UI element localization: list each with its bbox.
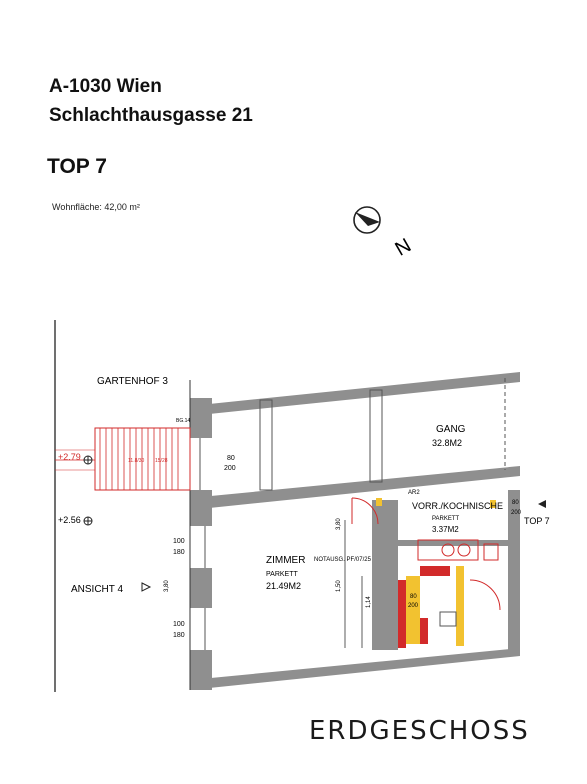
gang-area: 32.8M2	[432, 438, 463, 448]
gang-name: GANG	[436, 424, 466, 435]
dimension-380b: 3,80	[336, 518, 342, 530]
zimmer-floor: PARKETT	[266, 571, 298, 578]
zimmer-name: ZIMMER	[266, 555, 306, 566]
north-label: N	[391, 234, 415, 261]
address-street: Schlachthausgasse 21	[49, 105, 253, 126]
entry-door-width: 80	[512, 500, 519, 506]
view-arrow-icon	[142, 583, 150, 591]
elevation-marker-icon	[84, 517, 92, 525]
unit-title: TOP 7	[47, 155, 107, 178]
yellow-mark	[456, 566, 464, 646]
vorr-floor: PARKETT	[432, 516, 460, 522]
unit-tag: TOP 7	[524, 516, 550, 526]
unit-entry-arrow	[538, 500, 546, 508]
kitchen-door-width: 80	[410, 594, 417, 600]
door-width: 80	[227, 455, 235, 462]
red-wall-mark	[398, 580, 406, 648]
elevation-top: +2.79	[58, 452, 81, 462]
vorr-name: VORR./KOCHNISCHE	[412, 501, 504, 511]
notausgang-label: NOTAUSG. PF/07/25	[314, 557, 371, 563]
elevation-marker-icon	[84, 456, 92, 464]
bottom-wall	[190, 648, 520, 690]
zimmer-area: 21.49M2	[266, 581, 302, 591]
stair-label-a: 11.8/30	[128, 458, 145, 464]
vorr-area: 3.37M2	[432, 525, 459, 534]
window-height-b: 180	[173, 632, 185, 639]
wall-label: BG.14	[176, 418, 191, 424]
door-height: 200	[224, 465, 236, 472]
window-width-a: 100	[173, 538, 185, 545]
living-area: Wohnfläche: 42,00 m²	[52, 202, 140, 212]
window-height-a: 180	[173, 549, 185, 556]
elevation-bottom: +2.56	[58, 515, 81, 525]
ar2-label: AR2	[408, 490, 420, 496]
view-label: ANSICHT 4	[71, 584, 124, 595]
address-city: A-1030 Wien	[49, 76, 162, 97]
dimension-114: 1,14	[366, 596, 372, 608]
north-compass-icon	[354, 207, 380, 233]
kitchen-door-height: 200	[408, 603, 419, 609]
floor-title: ERDGESCHOSS	[309, 716, 530, 746]
stair-label-b: 15/28	[155, 458, 168, 464]
entry-door-height: 200	[511, 510, 522, 516]
dimension-150: 1,50	[336, 580, 342, 592]
dimension-height: 3,80	[164, 580, 170, 592]
top-wall	[190, 372, 520, 416]
window-width-b: 100	[173, 621, 185, 628]
courtyard-label: GARTENHOF 3	[97, 376, 168, 387]
